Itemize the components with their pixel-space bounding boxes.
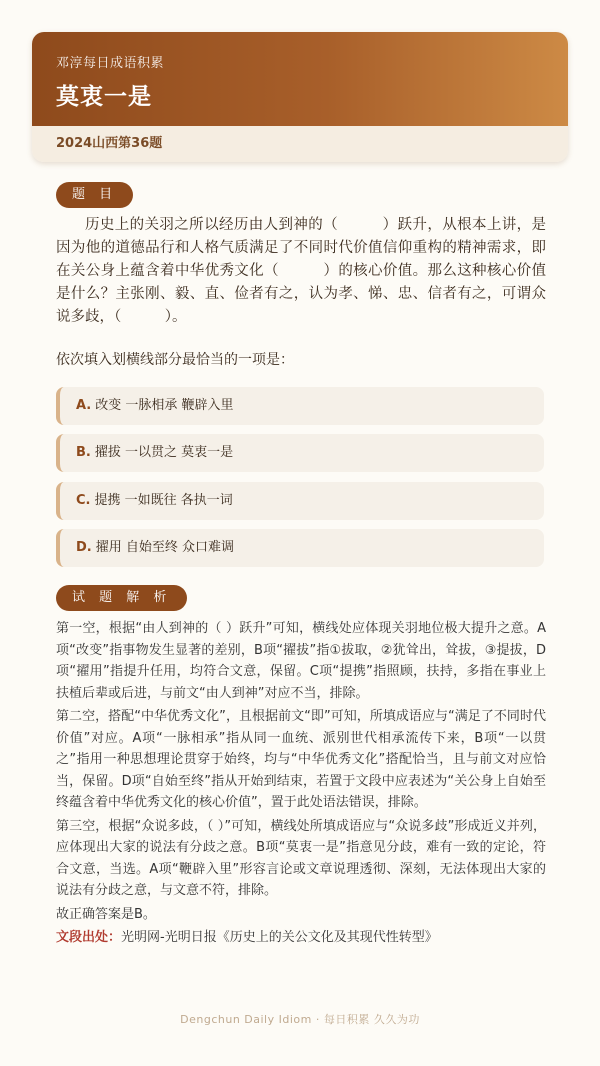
analysis-section: [56, 618, 546, 949]
source-text: 光明网-光明日报《历史上的关公文化及其现代性转型》: [121, 930, 438, 945]
option-b[interactable]: [56, 434, 544, 472]
option-text: 擢拔 一以贯之 莫衷一是: [94, 445, 234, 460]
option-text: 改变 一脉相承 鞭辟入里: [95, 398, 234, 413]
series-title: 邓淳每日成语积累: [56, 56, 165, 71]
option-c[interactable]: [56, 482, 544, 520]
option-d[interactable]: [56, 529, 544, 567]
question-source-bar: [32, 126, 568, 162]
option-text: 提携 一如既往 各执一词: [94, 493, 233, 508]
option-letter: A.: [76, 398, 92, 413]
idiom-title: 莫衷一是: [56, 84, 152, 110]
analysis-paragraph-3: 第三空，根据“众说多歧，（ ）”可知，横线处所填成语应与“众说多歧”形成近义并列，应体现出大家的说法有分歧之意。B项“莫衷一是”指意见分歧，难有一致的定论，符合文意，当选。A项“鞭辟入里”形容言论或文章说理透彻、深刻，无法体现出大家的说法有分歧之意，与文意不符，排除。: [56, 818, 546, 898]
header-card: [32, 32, 568, 162]
option-letter: D.: [76, 540, 92, 555]
option-text: 擢用 自始至终 众口难调: [95, 540, 234, 555]
option-letter: B.: [76, 445, 91, 460]
question-text: 历史上的关羽之所以经历由人到神的（ ）跃升，从根本上讲，是因为他的道德品行和人格气质满足了不同时代价值信仰重构的精神需求，即在关公身上蕴含着中华优秀文化（ ）的核心价值。那么这种核心价值是什么？主张刚、毅、直、俭者有之，认为孝、悌、忠、信者有之，可谓众说多歧，（ ）。: [56, 217, 546, 325]
question-label: 题 目: [56, 182, 133, 208]
question-prompt: 依次填入划横线部分最恰当的一项是：: [56, 352, 294, 368]
header-banner: [32, 32, 568, 126]
question-source: 2024山西第36题: [56, 136, 163, 151]
option-a[interactable]: [56, 387, 544, 425]
analysis-label: 试 题 解 析: [56, 585, 187, 611]
footer-tagline: Dengchun Daily Idiom · 每日积累 久久为功: [180, 1013, 420, 1026]
source-label: 文段出处：: [56, 930, 122, 945]
option-letter: C.: [76, 493, 91, 508]
answer-conclusion: 故正确答案是B。: [56, 906, 156, 922]
analysis-paragraph-2: 第二空，搭配“中华优秀文化”，且根据前文“即”可知，所填成语应与“满足了不同时代价值”对应。A项“一脉相承”指从同一血统、派别世代相承流传下来，B项“一以贯之”指用一种思想理论贯穿于始终，均与“中华优秀文化”搭配恰当，且与前文对应恰当，保留。D项“自始至终”指从开始到结束，若置于文段中应表述为“关公身上自始至终蕴含着中华优秀文化的核心价值”，置于此处语法错误，排除。: [56, 709, 546, 810]
analysis-paragraph-1: 第一空，根据“由人到神的（ ）跃升”可知，横线处应体现关羽地位极大提升之意。A项“改变”指事物发生显著的差别，B项“擢拔”指①拔取，②犹耸出，耸拔，③提拔，D项“擢用”指提升任用，均符合文意，保留。C项“提携”指照顾，扶持，多指在事业上扶植后辈或后进，与前文“由人到神”对应不当，排除。: [56, 621, 546, 701]
source-line: [56, 927, 546, 949]
